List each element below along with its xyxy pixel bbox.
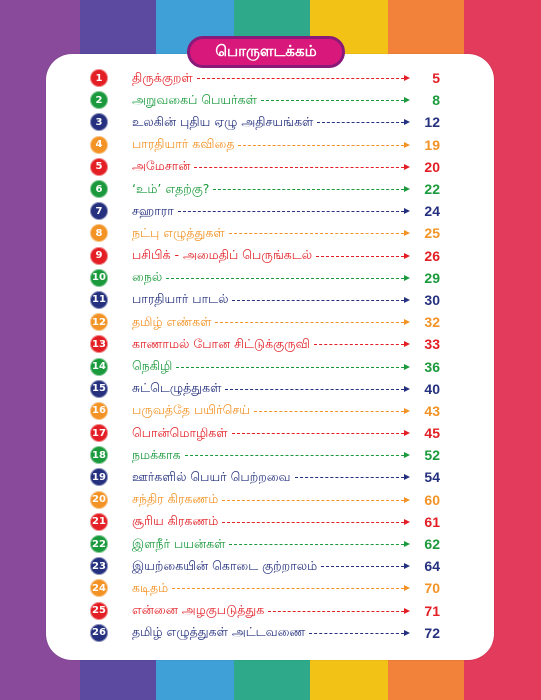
toc-entry[interactable] bbox=[90, 200, 440, 222]
table-of-contents bbox=[90, 67, 440, 644]
entry-number-badge: 5 bbox=[90, 158, 108, 176]
entry-title: இளநீர் பயன்கள் bbox=[132, 535, 226, 551]
entry-title: சஹாரா bbox=[132, 202, 174, 218]
entry-page-number: 62 bbox=[424, 536, 440, 553]
dotted-arrow-leader bbox=[261, 96, 410, 104]
entry-number-badge: 9 bbox=[90, 247, 108, 265]
entry-number-badge: 25 bbox=[90, 602, 108, 620]
dotted-arrow-leader bbox=[238, 141, 410, 149]
entry-title: பாரதியார் பாடல் bbox=[132, 291, 229, 307]
entry-number-badge: 12 bbox=[90, 313, 108, 331]
toc-entry[interactable] bbox=[90, 267, 440, 289]
toc-entry[interactable] bbox=[90, 311, 440, 333]
entry-number-badge: 10 bbox=[90, 269, 108, 287]
toc-entry[interactable] bbox=[90, 289, 440, 311]
dotted-arrow-leader bbox=[229, 229, 410, 237]
dotted-arrow-leader bbox=[316, 252, 410, 260]
contents-title-badge bbox=[187, 36, 345, 68]
entry-number-badge: 24 bbox=[90, 579, 108, 597]
toc-entry[interactable] bbox=[90, 111, 440, 133]
entry-title: நெகிழி bbox=[132, 358, 173, 374]
toc-entry[interactable] bbox=[90, 89, 440, 111]
toc-entry[interactable] bbox=[90, 67, 440, 89]
entry-page-number: 24 bbox=[424, 203, 440, 220]
entry-page-number: 64 bbox=[424, 558, 440, 575]
entry-page-number: 22 bbox=[424, 181, 440, 198]
entry-page-number: 36 bbox=[424, 358, 440, 375]
dotted-arrow-leader bbox=[215, 318, 410, 326]
entry-number-badge: 18 bbox=[90, 446, 108, 464]
entry-title: கடிதம் bbox=[132, 579, 169, 595]
dotted-arrow-leader bbox=[254, 407, 410, 415]
entry-page-number: 45 bbox=[424, 425, 440, 442]
toc-entry[interactable] bbox=[90, 422, 440, 444]
entry-number-badge: 20 bbox=[90, 491, 108, 509]
entry-title: பாரதியார் கவிதை bbox=[132, 136, 235, 152]
entry-page-number: 32 bbox=[424, 314, 440, 331]
entry-page-number: 33 bbox=[424, 336, 440, 353]
entry-title: நமக்காக bbox=[132, 446, 181, 462]
entry-number-badge: 17 bbox=[90, 424, 108, 442]
entry-title: என்னை அழகுபடுத்துக bbox=[132, 602, 265, 618]
entry-page-number: 29 bbox=[424, 269, 440, 286]
entry-number-badge: 14 bbox=[90, 358, 108, 376]
entry-title: உலகின் புதிய ஏழு அதிசயங்கள் bbox=[132, 113, 314, 129]
dotted-arrow-leader bbox=[295, 473, 410, 481]
entry-title: சுட்டெழுத்துகள் bbox=[132, 380, 222, 396]
toc-entry[interactable] bbox=[90, 134, 440, 156]
dotted-arrow-leader bbox=[317, 118, 410, 126]
entry-page-number: 71 bbox=[424, 602, 440, 619]
entry-page-number: 54 bbox=[424, 469, 440, 486]
dotted-arrow-leader bbox=[176, 363, 410, 371]
entry-title: காணாமல் போன சிட்டுக்குருவி bbox=[132, 335, 310, 351]
toc-entry[interactable] bbox=[90, 533, 440, 555]
dotted-arrow-leader bbox=[229, 540, 410, 548]
toc-entry[interactable] bbox=[90, 555, 440, 577]
dotted-arrow-leader bbox=[197, 74, 410, 82]
entry-page-number: 43 bbox=[424, 402, 440, 419]
toc-entry[interactable] bbox=[90, 466, 440, 488]
entry-page-number: 70 bbox=[424, 580, 440, 597]
toc-entry[interactable] bbox=[90, 444, 440, 466]
dotted-arrow-leader bbox=[185, 451, 410, 459]
dotted-arrow-leader bbox=[314, 340, 410, 348]
entry-title: சந்திர கிரகணம் bbox=[132, 491, 219, 507]
entry-number-badge: 6 bbox=[90, 180, 108, 198]
entry-page-number: 20 bbox=[424, 158, 440, 175]
entry-number-badge: 26 bbox=[90, 624, 108, 642]
dotted-arrow-leader bbox=[268, 607, 410, 615]
entry-page-number: 61 bbox=[424, 513, 440, 530]
toc-entry[interactable] bbox=[90, 178, 440, 200]
entry-number-badge: 21 bbox=[90, 513, 108, 531]
entry-title: பசிபிக் - அமைதிப் பெருங்கடல் bbox=[132, 247, 313, 263]
entry-page-number: 52 bbox=[424, 447, 440, 464]
entry-title: அமேசான் bbox=[132, 158, 191, 174]
dotted-arrow-leader bbox=[321, 562, 410, 570]
dotted-arrow-leader bbox=[232, 296, 410, 304]
entry-number-badge: 13 bbox=[90, 335, 108, 353]
entry-number-badge: 8 bbox=[90, 224, 108, 242]
dotted-arrow-leader bbox=[172, 584, 410, 592]
entry-title: தமிழ் எழுத்துகள் அட்டவணை bbox=[132, 624, 306, 640]
entry-number-badge: 15 bbox=[90, 380, 108, 398]
dotted-arrow-leader bbox=[166, 274, 410, 282]
entry-page-number: 25 bbox=[424, 225, 440, 242]
toc-entry[interactable] bbox=[90, 400, 440, 422]
dotted-arrow-leader bbox=[232, 429, 410, 437]
toc-entry[interactable] bbox=[90, 577, 440, 599]
entry-title: இயற்கையின் கொடை குற்றாலம் bbox=[132, 557, 318, 573]
dotted-arrow-leader bbox=[222, 496, 410, 504]
entry-number-badge: 11 bbox=[90, 291, 108, 309]
toc-entry[interactable] bbox=[90, 156, 440, 178]
toc-entry[interactable] bbox=[90, 511, 440, 533]
entry-title: நட்பு எழுத்துகள் bbox=[132, 224, 225, 240]
entry-number-badge: 7 bbox=[90, 202, 108, 220]
entry-number-badge: 16 bbox=[90, 402, 108, 420]
entry-title: ஊர்களில் பெயர் பெற்றவை bbox=[132, 468, 291, 484]
entry-number-badge: 22 bbox=[90, 535, 108, 553]
entry-page-number: 5 bbox=[432, 70, 440, 87]
entry-title: திருக்குறள் bbox=[132, 69, 193, 85]
dotted-arrow-leader bbox=[178, 207, 410, 215]
toc-entry[interactable] bbox=[90, 245, 440, 267]
entry-page-number: 12 bbox=[424, 114, 440, 131]
dotted-arrow-leader bbox=[213, 185, 410, 193]
toc-entry[interactable] bbox=[90, 600, 440, 622]
toc-entry[interactable] bbox=[90, 489, 440, 511]
toc-entry[interactable] bbox=[90, 622, 440, 644]
toc-entry[interactable] bbox=[90, 355, 440, 377]
entry-title: பருவத்தே பயிர்செய் bbox=[132, 402, 251, 418]
entry-title: அறுவகைப் பெயர்கள் bbox=[132, 91, 257, 107]
entry-number-badge: 1 bbox=[90, 69, 108, 87]
entry-page-number: 30 bbox=[424, 291, 440, 308]
dotted-arrow-leader bbox=[309, 629, 410, 637]
dotted-arrow-leader bbox=[222, 518, 410, 526]
entry-title: தமிழ் எண்கள் bbox=[132, 313, 212, 329]
entry-number-badge: 2 bbox=[90, 91, 108, 109]
entry-page-number: 19 bbox=[424, 136, 440, 153]
page-title: பொருளடக்கம் bbox=[215, 42, 317, 60]
entry-title: சூரிய கிரகணம் bbox=[132, 513, 219, 529]
entry-page-number: 40 bbox=[424, 380, 440, 397]
entry-page-number: 26 bbox=[424, 247, 440, 264]
entry-title: நைல் bbox=[132, 269, 163, 285]
entry-number-badge: 4 bbox=[90, 136, 108, 154]
entry-page-number: 60 bbox=[424, 491, 440, 508]
entry-title: பொன்மொழிகள் bbox=[132, 424, 228, 440]
entry-page-number: 8 bbox=[432, 92, 440, 109]
entry-number-badge: 3 bbox=[90, 113, 108, 131]
dotted-arrow-leader bbox=[225, 385, 410, 393]
entry-number-badge: 23 bbox=[90, 557, 108, 575]
toc-entry[interactable] bbox=[90, 333, 440, 355]
toc-entry[interactable] bbox=[90, 222, 440, 244]
toc-entry[interactable] bbox=[90, 378, 440, 400]
entry-title: ‘உம்’ எதற்கு? bbox=[132, 180, 210, 196]
entry-number-badge: 19 bbox=[90, 468, 108, 486]
entry-page-number: 72 bbox=[424, 624, 440, 641]
dotted-arrow-leader bbox=[194, 163, 410, 171]
